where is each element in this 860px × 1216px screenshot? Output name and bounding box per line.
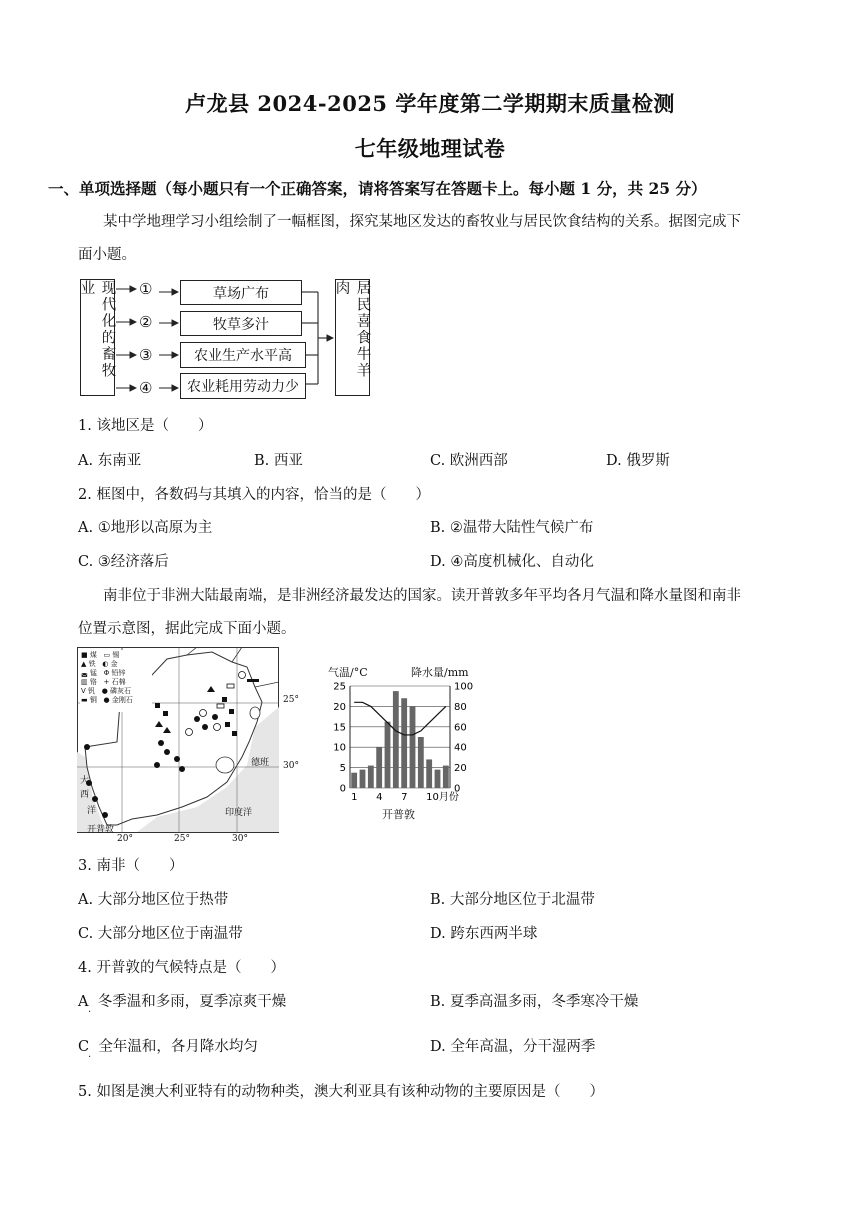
intro2-line1: 南非位于非洲大陆最南端，是非洲经济最发达的国家。读开普敦多年平均各月气温和降水量图和南非 <box>103 588 741 604</box>
precip-axis-label: 降水量/mm <box>411 666 469 679</box>
y2-tick-label: 100 <box>454 681 474 693</box>
precip-bar <box>418 737 424 788</box>
intro1-line2: 面小题。 <box>78 247 136 263</box>
legend-tin: 锡 <box>112 651 120 659</box>
legend-coal: 煤 <box>89 651 97 659</box>
flow-number-4: ④ <box>139 379 153 397</box>
precip-bar <box>351 773 357 788</box>
lat-30-label: 30° <box>283 761 299 771</box>
q2-option-d[interactable]: D. ④高度机械化、自动化 <box>430 554 594 570</box>
map-legend: ■ 煤 ▭ 锡 ▲ 铁 ◐ 金 ◛ 锰 Φ 铅锌 ▥ 铬 + 石棉 V 钒 ● 磷灰石 ▬ 铜 ● 金刚石 <box>81 651 133 704</box>
legend-chromium: 铬 <box>89 678 97 686</box>
q2-stem: 2. 框图中，各数码与其填入的内容，恰当的是（ ） <box>78 487 430 503</box>
q4-option-a[interactable] <box>78 990 286 1011</box>
q3-option-b[interactable]: B. 大部分地区位于北温带 <box>430 892 595 908</box>
flow-box-3-label: 农业生产水平高 <box>194 348 292 364</box>
precip-bar <box>410 706 416 788</box>
q4-option-c-text: 全年温和，各月降水均匀 <box>98 1039 258 1055</box>
legend-asbestos: 石棉 <box>111 678 126 686</box>
intro2-line2: 位置示意图，据此完成下面小题。 <box>78 621 296 637</box>
legend-phosphate: 磷灰石 <box>110 687 132 695</box>
x-tick-label: 7 <box>401 792 408 803</box>
y2-tick-label: 40 <box>454 742 467 754</box>
atlantic-label-3: 洋 <box>87 806 97 816</box>
q4-option-c[interactable] <box>78 1035 258 1056</box>
exam-title: 卢龙县 2024-2025 学年度第二学期期末质量检测 <box>185 91 675 116</box>
q4-option-a-text: 冬季温和多雨，夏季凉爽干燥 <box>97 994 287 1010</box>
q1-option-a[interactable]: A. 东南亚 <box>78 453 142 469</box>
flow-number-3: ③ <box>139 346 153 364</box>
station-label: 开普敦 <box>382 808 415 821</box>
y-tick-label: 15 <box>333 722 346 734</box>
q4-option-b[interactable]: B. 夏季高温多雨，冬季寒冷干燥 <box>430 994 639 1010</box>
y-tick-label: 10 <box>333 742 346 754</box>
y2-tick-label: 60 <box>454 722 467 734</box>
q2-option-a[interactable]: A. ①地形以高原为主 <box>78 520 213 536</box>
intro1-line1: 某中学地理学习小组绘制了一幅框图，探究某地区发达的畜牧业与居民饮食结构的关系。据图完成下 <box>103 214 741 230</box>
q4-option-c-dot: . <box>88 1049 92 1060</box>
q3-option-a[interactable]: A. 大部分地区位于热带 <box>78 892 229 908</box>
cape-town-label: 开普敦 <box>87 825 115 835</box>
flow-box-2-label: 牧草多汁 <box>213 316 269 333</box>
flow-number-1: ① <box>139 280 153 298</box>
q5-stem: 5. 如图是澳大利亚特有的动物种类，澳大利亚具有该种动物的主要原因是（ ） <box>78 1084 604 1100</box>
lon-20-label: 20° <box>117 834 133 844</box>
y2-tick-label: 80 <box>454 701 467 713</box>
flow-right-label: 居民喜食牛羊肉 <box>333 280 371 379</box>
atlantic-label-1: 大 <box>80 776 90 786</box>
lon-25-label: 25° <box>174 834 190 844</box>
precip-bar <box>368 766 374 788</box>
q1-stem: 1. 该地区是（ ） <box>78 418 213 434</box>
q4-option-a-letter: A <box>78 994 89 1010</box>
q1-option-b[interactable]: B. 西亚 <box>254 453 303 469</box>
legend-diamond: 金刚石 <box>111 696 133 704</box>
precip-bar <box>385 722 391 788</box>
temperature-line <box>354 702 446 735</box>
x-tick-label: 4 <box>376 792 383 803</box>
legend-copper: 铜 <box>89 696 97 704</box>
y-tick-label: 0 <box>339 783 346 795</box>
south-africa-map <box>77 647 299 844</box>
flow-box-2 <box>180 311 302 336</box>
precip-bar <box>443 766 449 788</box>
legend-lead-zinc: 铅锌 <box>111 669 126 677</box>
precip-bar <box>435 770 441 788</box>
durban-label: 德班 <box>251 758 270 768</box>
flow-box-4 <box>180 373 306 399</box>
precip-bar <box>401 698 407 788</box>
y-tick-label: 20 <box>333 701 346 713</box>
flow-box-1-label: 草场广布 <box>213 285 269 302</box>
q1-option-d[interactable]: D. 俄罗斯 <box>606 453 670 469</box>
flow-box-4-label: 农业耗用劳动力少 <box>187 379 299 395</box>
precip-bar <box>360 770 366 788</box>
indian-ocean-label: 印度洋 <box>225 808 253 818</box>
q4-option-c-letter: C <box>78 1039 90 1055</box>
y2-tick-label: 0 <box>454 783 461 795</box>
section-heading: 一、单项选择题（每小题只有一个正确答案，请将答案写在答题卡上。每小题 1 分，共 25 分） <box>48 179 707 198</box>
climate-chart <box>318 660 488 825</box>
temp-axis-label: 气温/°C <box>328 666 368 679</box>
lat-25-label: 25° <box>283 695 299 705</box>
q3-stem: 3. 南非（ ） <box>78 858 184 874</box>
legend-gold: 金 <box>110 660 118 668</box>
legend-vanadium: 钒 <box>88 687 96 695</box>
q4-option-d[interactable]: D. 全年高温，分干湿两季 <box>430 1039 596 1055</box>
exam-subtitle: 七年级地理试卷 <box>354 136 506 161</box>
precip-bar <box>376 747 382 788</box>
q2-option-b[interactable]: B. ②温带大陆性气候广布 <box>430 520 594 536</box>
precip-bar <box>393 691 399 788</box>
q3-option-c[interactable]: C. 大部分地区位于南温带 <box>78 926 243 942</box>
legend-manganese: 锰 <box>90 669 98 677</box>
y2-tick-label: 20 <box>454 763 467 775</box>
y-tick-label: 25 <box>333 681 346 693</box>
legend-iron: 铁 <box>88 660 96 668</box>
x-tick-label: 10月份 <box>426 792 459 803</box>
atlantic-label-2: 西 <box>80 790 90 800</box>
climate-plot <box>318 678 488 808</box>
q3-option-d[interactable]: D. 跨东西两半球 <box>430 926 538 942</box>
flow-number-2: ② <box>139 313 153 331</box>
x-tick-label: 1 <box>351 792 358 803</box>
q2-option-c[interactable]: C. ③经济落后 <box>78 554 169 570</box>
flow-box-3 <box>180 342 306 368</box>
lon-30-label: 30° <box>232 834 248 844</box>
flow-box-1 <box>180 280 302 305</box>
q4-stem: 4. 开普敦的气候特点是（ ） <box>78 960 285 976</box>
q1-option-c[interactable]: C. 欧洲西部 <box>430 453 508 469</box>
flow-left-label: 现代化的畜牧业 <box>78 280 116 379</box>
precip-bar <box>426 759 432 788</box>
y-tick-label: 5 <box>339 763 346 775</box>
q4-option-a-dot: . <box>88 1004 92 1015</box>
